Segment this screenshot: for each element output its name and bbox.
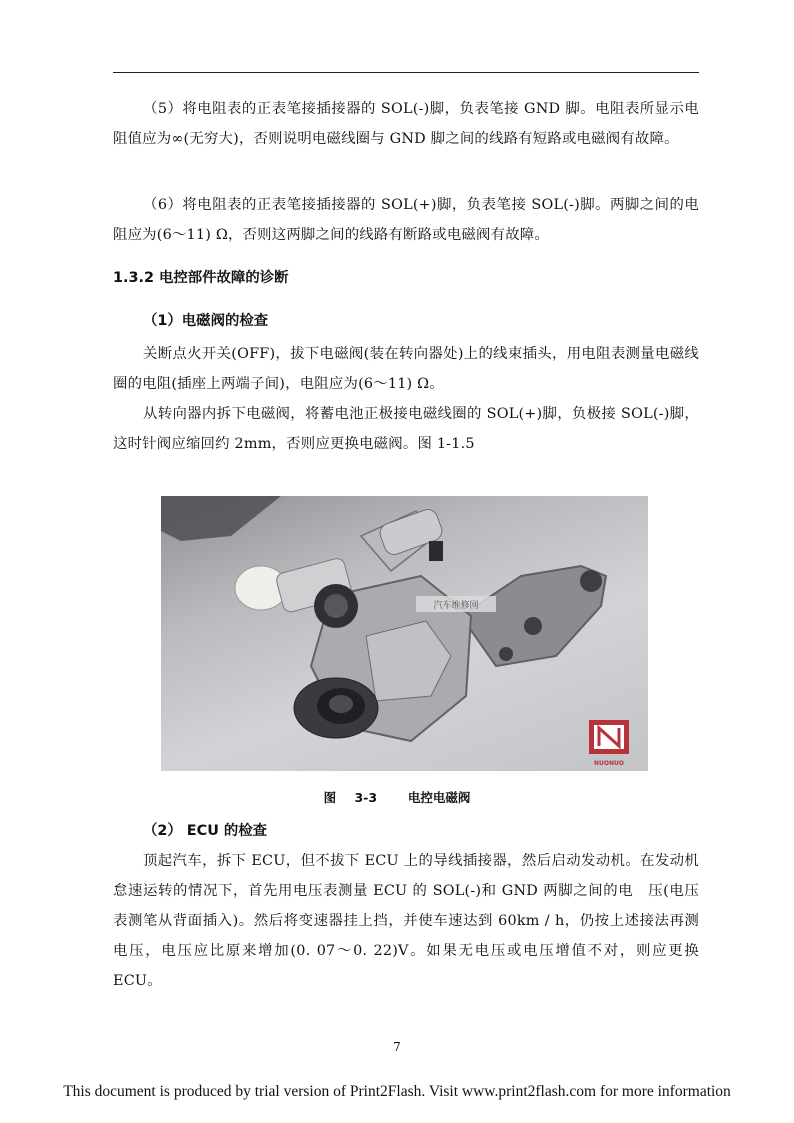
subheading-solenoid-check: （1）电磁阀的检查 [143,313,269,329]
watermark-text: 汽车维修网 [433,601,479,611]
paragraph-solenoid-resistance: 关断点火开关(OFF)，拔下电磁阀(装在转向器处)上的线束插头，用电阻表测量电磁线圈的电阻(插座上两端子间)，电阻应为(6～11) Ω。 [113,346,699,392]
page-number: 7 [393,1040,401,1054]
section-heading: 1.3.2 电控部件故障的诊断 [113,270,289,286]
logo-text: NUONUO [594,760,624,767]
figure-caption: 图 3-3 电控电磁阀 [323,790,471,805]
subheading-ecu-check: （2） ECU 的检查 [143,823,268,839]
paragraph-step-6: （6）将电阻表的正表笔接插接器的 SOL(+)脚，负表笔接 SOL(-)脚。两脚之间的电阻应为(6～11) Ω，否则这两脚之间的线路有断路或电磁阀有故障。 [113,197,699,243]
paragraph-solenoid-removal: 从转向器内拆下电磁阀，将蓄电池正极接电磁线圈的 SOL(+)脚，负极接 SOL(-)脚，这时针阀应缩回约 2mm，否则应更换电磁阀。图 1-1.5 [113,406,699,452]
trial-footer: This document is produced by trial version of Print2Flash. Visit www.print2flash.com for more information [63,1083,731,1100]
paragraph-step-5: （5）将电阻表的正表笔接插接器的 SOL(-)脚，负表笔接 GND 脚。电阻表所显示电阻值应为∞(无穷大)，否则说明电磁线圈与 GND 脚之间的线路有短路或电磁阀有故障。 [113,101,699,147]
header-rule [113,72,699,73]
paragraph-ecu-procedure: 顶起汽车，拆下 ECU，但不拔下 ECU 上的导线插接器，然后启动发动机。在发动机怠速运转的情况下，首先用电压表测量 ECU 的 SOL(-)和 GND 两脚之间的电 压(电压表测笔从背面插入)。然后将变速器挂上挡，并使车速达到 60km / h，仍按上述接法再测电压，电压应比原来增加(0. 07～0. 22)V。如果无电压或电压增值不对，则应更换 ECU。 [113,853,699,989]
solenoid-valve-photo [161,496,648,771]
